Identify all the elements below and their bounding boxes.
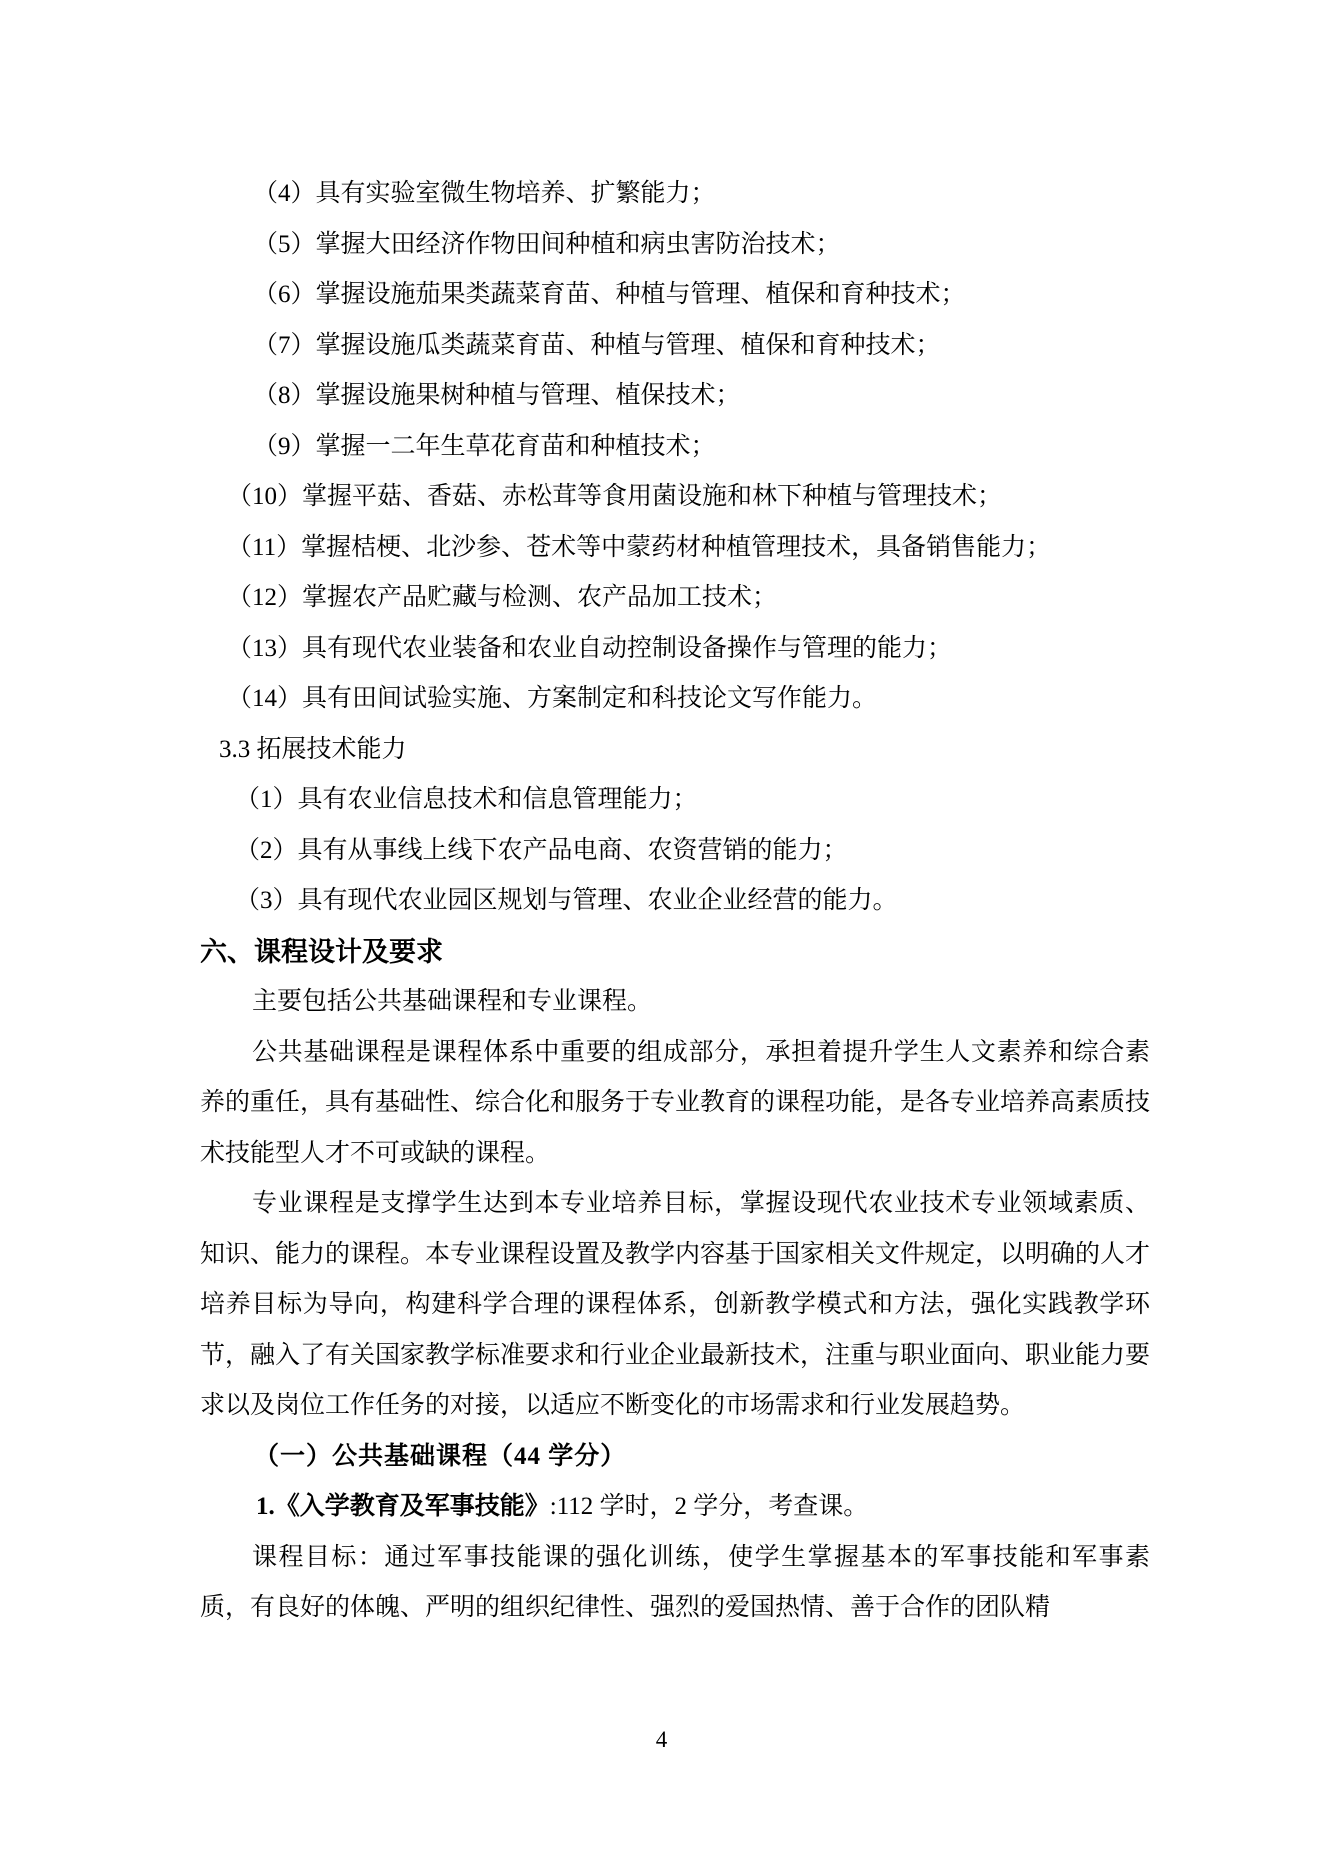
skill-item: （9）掌握一二年生草花育苗和种植技术； [253, 432, 716, 460]
extended-skill-item: （3）具有现代农业园区规划与管理、农业企业经营的能力。 [235, 887, 898, 914]
subsection-heading-3-3: 3.3 拓展技术能力 [219, 735, 407, 763]
section-heading-course-design: 六、课程设计及要求 [200, 936, 443, 967]
skill-item: （13）具有现代农业装备和农业自动控制设备操作与管理的能力； [227, 634, 953, 662]
course-goal-paragraph: 课程目标：通过军事技能课的强化训练，使学生掌握基本的军事技能和军事素质，有良好的体魄、严明的组织纪律性、强烈的爱国热情、善于合作的团队精 [200, 1543, 1150, 1621]
skill-item: （6）掌握设施茄果类蔬菜育苗、种植与管理、植保和育种技术； [253, 281, 966, 308]
skill-item: （12）掌握农产品贮藏与检测、农产品加工技术； [227, 584, 778, 611]
extended-skill-item: （1）具有农业信息技术和信息管理能力； [235, 786, 698, 813]
page-number: 4 [655, 1727, 668, 1752]
course-title-rest: :112 学时，2 学分，考查课。 [549, 1493, 869, 1520]
skill-item: （8）掌握设施果树种植与管理、植保技术； [253, 382, 741, 409]
subsection-heading-public-basic-courses: （一）公共基础课程（44 学分） [254, 1442, 627, 1470]
extended-skill-item: （2）具有从事线上线下农产品电商、农资营销的能力； [235, 836, 848, 864]
course-title-bold: 1.《入学教育及军事技能》 [256, 1493, 550, 1520]
skill-item: （11）掌握桔梗、北沙参、苍术等中蒙药材种植管理技术，具备销售能力； [227, 533, 1052, 561]
paragraph: 公共基础课程是课程体系中重要的组成部分，承担着提升学生人文素养和综合素养的重任，具有基础性、综合化和服务于专业教育的课程功能，是各专业培养高素质技术技能型人才不可或缺的课程。 [200, 1038, 1151, 1167]
paragraph: 专业课程是支撑学生达到本专业培养目标，掌握设现代农业技术专业领域素质、知识、能力的课程。本专业课程设置及教学内容基于国家相关文件规定，以明确的人才培养目标为导向，构建科学合理的课程体系，创新教学模式和方法，强化实践教学环节，融入了有关国家教学标准要求和行业企业最新技术，注重与职业面向、职业能力要求以及岗位工作任务的对接，以适应不断变化的市场需求和行业发展趋势。 [200, 1190, 1151, 1419]
skill-item: （4）具有实验室微生物培养、扩繁能力； [253, 180, 716, 207]
skill-item: （5）掌握大田经济作物田间种植和病虫害防治技术； [253, 230, 841, 258]
paragraph: 主要包括公共基础课程和专业课程。 [252, 988, 653, 1015]
course-title-line [200, 1482, 1150, 1533]
skill-item: （14）具有田间试验实施、方案制定和科技论文写作能力。 [227, 685, 878, 712]
document-body [200, 169, 1150, 1634]
skill-item: （7）掌握设施瓜类蔬菜育苗、种植与管理、植保和育种技术； [253, 331, 941, 359]
skill-item: （10）掌握平菇、香菇、赤松茸等食用菌设施和林下种植与管理技术； [227, 483, 1003, 510]
